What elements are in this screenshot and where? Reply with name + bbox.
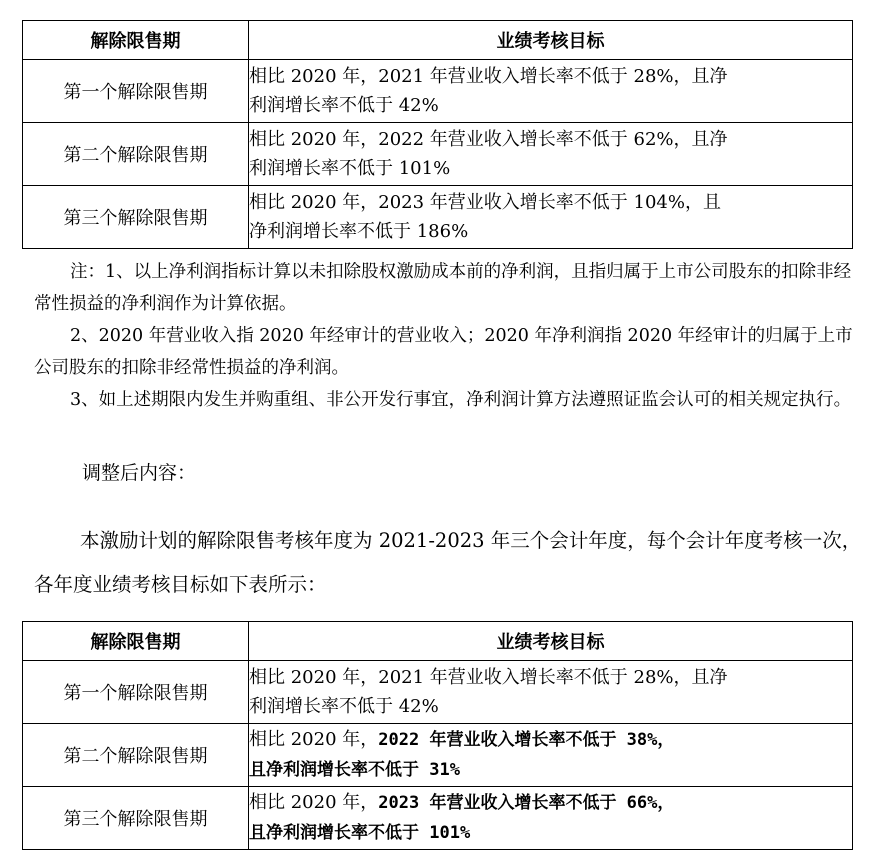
period-cell: 第一个解除限售期 [23,60,249,123]
table-row [23,724,853,787]
target-cell [249,123,853,186]
period-cell: 第三个解除限售期 [23,787,249,850]
target-cell [249,186,853,249]
table-row [23,186,853,249]
target-bold-line: 2023 年营业收入增长率不低于 66%， [378,793,675,813]
target-cell [249,661,853,724]
intro-paragraph [34,519,864,607]
target-line: 净利润增长率不低于 186% [249,221,469,242]
target-line: 相比 2020 年，2021 年营业收入增长率不低于 28%，且净 [249,667,728,688]
target-bold-line: 且净利润增长率不低于 101% [249,823,471,843]
table-row [23,787,853,850]
target-line: 利润增长率不低于 42% [249,95,439,116]
period-cell: 第三个解除限售期 [23,186,249,249]
target-bold-line: 2022 年营业收入增长率不低于 38%， [378,730,675,750]
note-2: 2、2020 年营业收入指 2020 年经审计的营业收入；2020 年净利润指 2020 年经审计的归属于上市公司股东的扣除非经常性损益的净利润。 [34,326,853,378]
intro-text: 本激励计划的解除限售考核年度为 2021-2023 年三个会计年度，每个会计年度考核一次，各年度业绩考核目标如下表所示： [34,529,862,596]
target-line: 相比 2020 年，2021 年营业收入增长率不低于 28%，且净 [249,66,728,87]
header-period: 解除限售期 [23,622,249,661]
table-row [23,60,853,123]
original-targets-table [22,20,853,249]
adjusted-targets-table [22,621,853,850]
target-line: 利润增长率不低于 42% [249,696,439,717]
period-cell: 第二个解除限售期 [23,724,249,787]
period-cell: 第一个解除限售期 [23,661,249,724]
target-prefix: 相比 2020 年， [249,792,379,813]
adjusted-content-label: 调整后内容： [82,462,197,484]
table-row [23,661,853,724]
target-bold-line: 且净利润增长率不低于 31% [249,760,460,780]
period-cell: 第二个解除限售期 [23,123,249,186]
table-header-row [23,622,853,661]
note-3: 3、如上述期限内发生并购重组、非公开发行事宜，净利润计算方法遵照证监会认可的相关规定执行。 [70,390,852,410]
header-target: 业绩考核目标 [249,21,853,60]
notes-block [34,256,864,416]
target-line: 利润增长率不低于 101% [249,158,451,179]
target-cell [249,787,853,850]
table-header-row [23,21,853,60]
target-cell [249,60,853,123]
target-line: 相比 2020 年，2022 年营业收入增长率不低于 62%，且净 [249,129,728,150]
target-prefix: 相比 2020 年， [249,729,379,750]
header-period: 解除限售期 [23,21,249,60]
header-target: 业绩考核目标 [249,622,853,661]
table-row [23,123,853,186]
target-line: 相比 2020 年，2023 年营业收入增长率不低于 104%，且 [249,192,721,213]
note-1: 注：1、以上净利润指标计算以未扣除股权激励成本前的净利润，且指归属于上市公司股东的扣除非经常性损益的净利润作为计算依据。 [34,262,852,314]
target-cell [249,724,853,787]
